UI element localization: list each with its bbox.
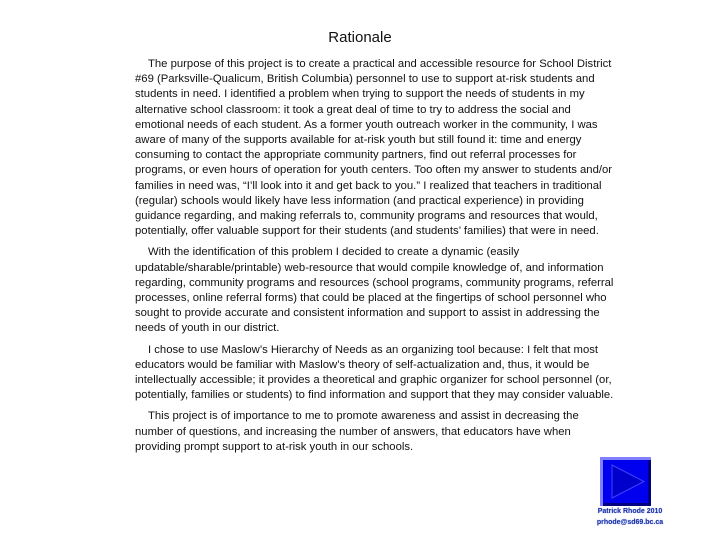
paragraph-maslow: I chose to use Maslow’s Hierarchy of Needs as an organizing tool because: I felt that most educators would be familiar with Maslow’s theory of self-actualization and, thus, it would be intellectually accessible; it provides a theoretical and graphic organizer for school personnel (or, potentially, families or students) to find information and support that they may consider valuable. xyxy=(135,343,614,402)
paragraph-web-resource: With the identification of this problem I decided to create a dynamic (easily updatable/sharable/printable) web-resource that would compile knowledge of, and information regarding, community programs and resources (school programs, community programs, referral processes, online referral forms) that could be placed at the fingertips of school personnel who sought to provide accurate and consistent information and support to assist in addressing the needs of youth in our district. xyxy=(135,246,614,335)
paragraph-importance: This project is of importance to me to promote awareness and assist in decreasing the number of questions, and increasing the number of answers, that educators have when providing prompt support to at-risk youth in our schools. xyxy=(135,410,579,453)
page-title: Rationale xyxy=(328,29,392,46)
next-slide-button[interactable] xyxy=(600,457,651,506)
author-name-date: Patrick Rhode 2010 xyxy=(597,508,663,515)
paragraph-purpose: The purpose of this project is to create a practical and accessible resource for School District #69 (Parksville-Qualicum, British Columbia) personnel to use to support at-risk students and students in need. I identified a problem when trying to support the needs of students in my alternative school classroom: it took a great deal of time to try to address the social and emotional needs of each student. As a former youth outreach worker in the community, I was aware of many of the supports available for at-risk youth but still found it: time and energy consuming to contact the appropriate community partners, find out referral processes for programs, or even hours of operation for youth centers. Too often my answer to students and/or families in need was, “I’ll look into it and get back to you.” I realized that teachers in traditional (regular) schools would likely have less information (and practical experience) in providing guidance regarding, and making referrals to, community programs and resources that would, potentially, offer valuable support for their students (and students’ families) that were in need. xyxy=(135,58,613,238)
author-credit xyxy=(560,506,700,528)
author-email[interactable]: prhode@sd69.bc.ca xyxy=(596,519,664,526)
rationale-body xyxy=(135,57,618,461)
triangle-right-icon xyxy=(600,457,651,506)
